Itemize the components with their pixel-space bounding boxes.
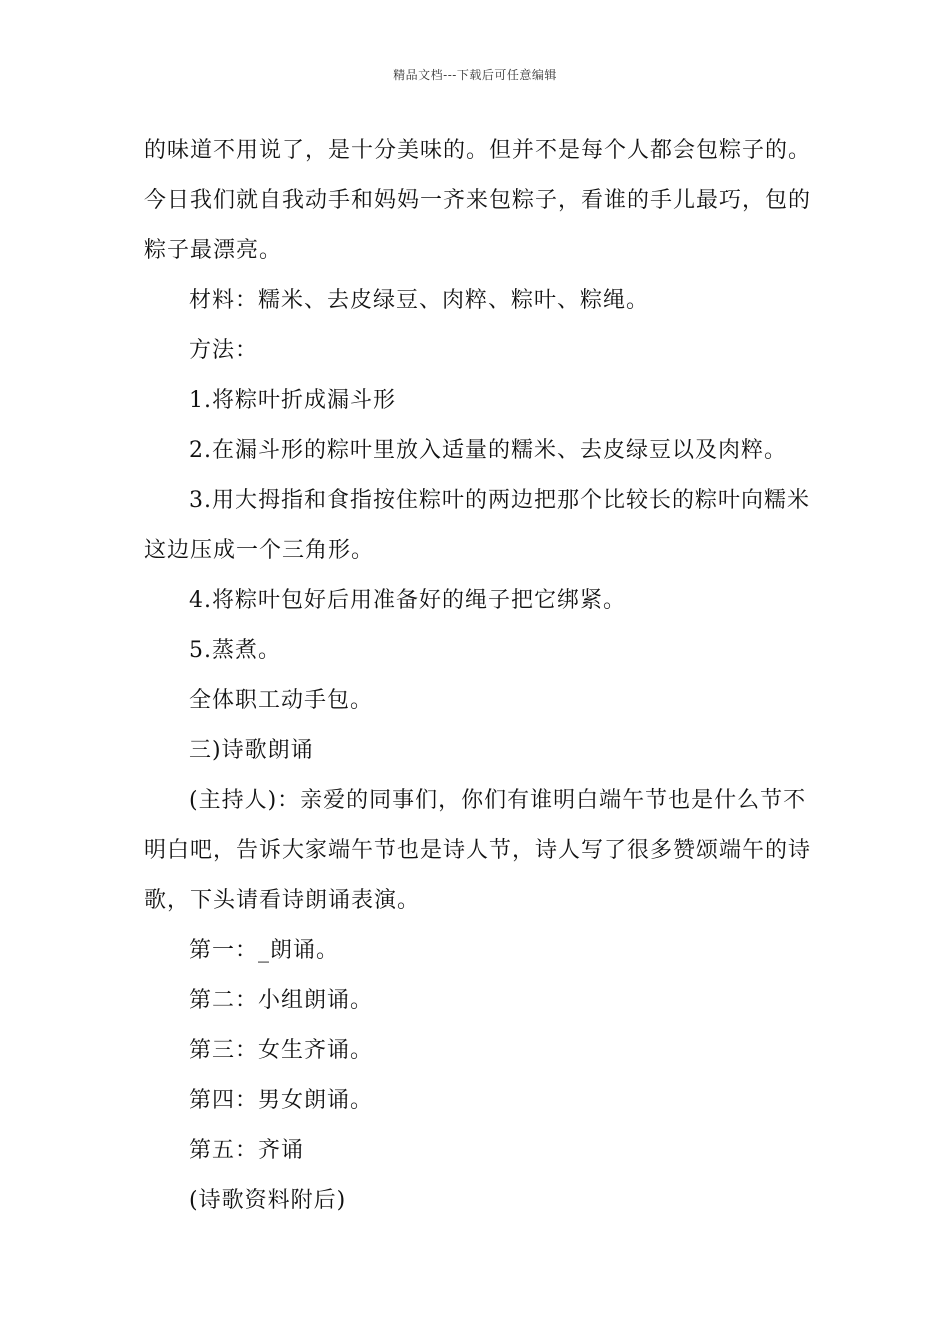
- program-item-1: 第一：_朗诵。: [189, 938, 340, 963]
- step-1: 1.将粽叶折成漏斗形: [189, 388, 396, 413]
- paragraph-line-1: 的味道不用说了，是十分美味的。但并不是每个人都会包粽子的。: [144, 138, 812, 163]
- materials-line: 材料：糯米、去皮绿豆、肉粹、粽叶、粽绳。: [189, 288, 650, 313]
- program-item-4: 第四：男女朗诵。: [189, 1088, 374, 1113]
- host-paragraph-line-2: 明白吧，告诉大家端午节也是诗人节，诗人写了很多赞颂端午的诗: [144, 838, 812, 863]
- document-body: [144, 126, 812, 1226]
- paragraph-line-2: 今日我们就自我动手和妈妈一齐来包粽子，看谁的手儿最巧，包的: [144, 188, 812, 213]
- host-paragraph-line-3: 歌，下头请看诗朗诵表演。: [144, 888, 421, 913]
- step-2: 2.在漏斗形的粽叶里放入适量的糯米、去皮绿豆以及肉粹。: [189, 438, 787, 463]
- step-4: 4.将粽叶包好后用准备好的绳子把它绑紧。: [189, 588, 626, 613]
- program-item-3: 第三：女生齐诵。: [189, 1038, 374, 1063]
- program-item-5: 第五：齐诵: [189, 1138, 305, 1163]
- step-5: 5.蒸煮。: [189, 638, 281, 663]
- step-3: 3.用大拇指和食指按住粽叶的两边把那个比较长的粽叶向糯米: [189, 488, 810, 513]
- program-item-2: 第二：小组朗诵。: [189, 988, 374, 1013]
- appendix-note: (诗歌资料附后): [189, 1188, 347, 1213]
- paragraph-line-3: 粽子最漂亮。: [144, 238, 283, 263]
- page-header: 精品文档---下载后可任意编辑: [393, 68, 557, 82]
- step-3-continued: 这边压成一个三角形。: [144, 538, 375, 563]
- section-heading-poetry: 三)诗歌朗诵: [189, 738, 314, 763]
- host-paragraph-line-1: (主持人)：亲爱的同事们，你们有谁明白端午节也是什么节不: [189, 788, 807, 813]
- all-staff-line: 全体职工动手包。: [189, 688, 374, 713]
- method-heading: 方法：: [189, 338, 259, 363]
